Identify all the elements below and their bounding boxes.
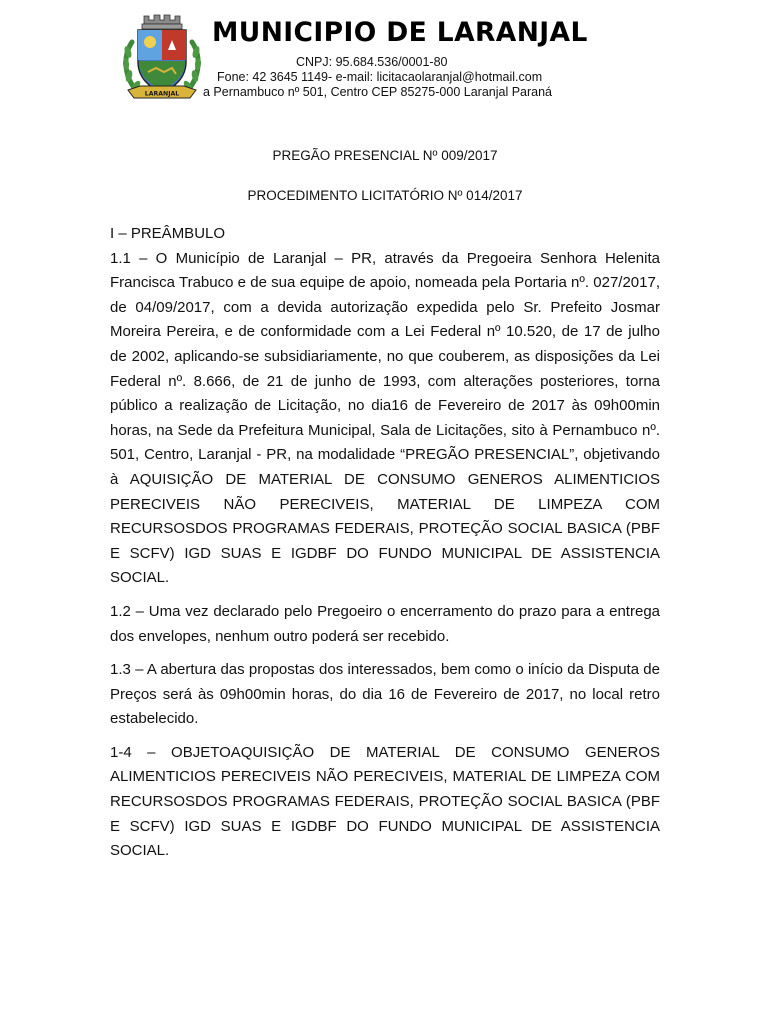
procedimento-title: PROCEDIMENTO LICITATÓRIO Nº 014/2017 bbox=[247, 188, 523, 203]
letterhead bbox=[0, 0, 770, 110]
organization-name: MUNICIPIO DE LARANJAL bbox=[212, 17, 588, 48]
paragraph-1-1: 1.1 – O Município de Laranjal – PR, através da Pregoeira Senhora Helenita Francisca Trabuco e de sua equipe de apoio, nomeada pela Portaria nº. 027/2017, de 04/09/2017, com a devida autorização expedida pelo Sr. Prefeito Josmar Moreira Pereira, e de conformidade com a Lei Federal nº 10.520, de 17 de julho de 2002, aplicando-se subsidiariamente, no que couberem, as disposições da Lei Federal nº. 8.666, de 21 de junho de 1993, com alterações posteriores, torna público a realização de Licitação, no dia16 de Fevereiro de 2017 às 09h00min horas, na Sede da Prefeitura Municipal, Sala de Licitações, sito à Pernambuco nº. 501, Centro, Laranjal - PR, na modalidade “PREGÃO PRESENCIAL”, objetivando à AQUISIÇÃO DE MATERIAL DE CONSUMO GENEROS ALIMENTICIOS PERECIVEIS NÃO PERECIVEIS, MATERIAL DE LIMPEZA COM RECURSOSDOS PROGRAMAS FEDERAIS, PROTEÇÃO SOCIAL BASICA (PBF E SCFV) IGD SUAS E IGDBF DO FUNDO MUNICIPAL DE ASSISTENCIA SOCIAL. bbox=[110, 249, 660, 587]
document-body bbox=[110, 222, 660, 864]
pregao-title: PREGÃO PRESENCIAL Nº 009/2017 bbox=[272, 148, 498, 163]
cnpj-line: CNPJ: 95.684.536/0001-80 bbox=[296, 55, 448, 69]
paragraph-1-3: 1.3 – A abertura das propostas dos interessados, bem como o início da Disputa de Preços será às 09h00min horas, do dia 16 de Fevereiro de 2017, no local retro estabelecido. bbox=[110, 661, 660, 728]
contact-line: Fone: 42 3645 1149- e-mail: licitacaolaranjal@hotmail.com bbox=[217, 70, 543, 84]
municipal-crest-icon bbox=[118, 12, 206, 104]
paragraph-1-2: 1.2 – Uma vez declarado pelo Pregoeiro o encerramento do prazo para a entrega dos envelopes, nenhum outro poderá ser recebido. bbox=[110, 602, 660, 645]
address-line: a Pernambuco nº 501, Centro CEP 85275-000 Laranjal Paraná bbox=[203, 85, 553, 99]
crest-banner-label: LARANJAL bbox=[144, 90, 180, 98]
paragraph-1-4: 1-4 – OBJETOAQUISIÇÃO DE MATERIAL DE CONSUMO GENEROS ALIMENTICIOS PERECIVEIS NÃO PERECIVEIS, MATERIAL DE LIMPEZA COM RECURSOSDOS PROGRAMAS FEDERAIS, PROTEÇÃO SOCIAL BASICA (PBF E SCFV) IGD SUAS E IGDBF DO FUNDO MUNICIPAL DE ASSISTENCIA SOCIAL. bbox=[110, 743, 660, 860]
section-heading: I – PREÂMBULO bbox=[110, 225, 226, 242]
